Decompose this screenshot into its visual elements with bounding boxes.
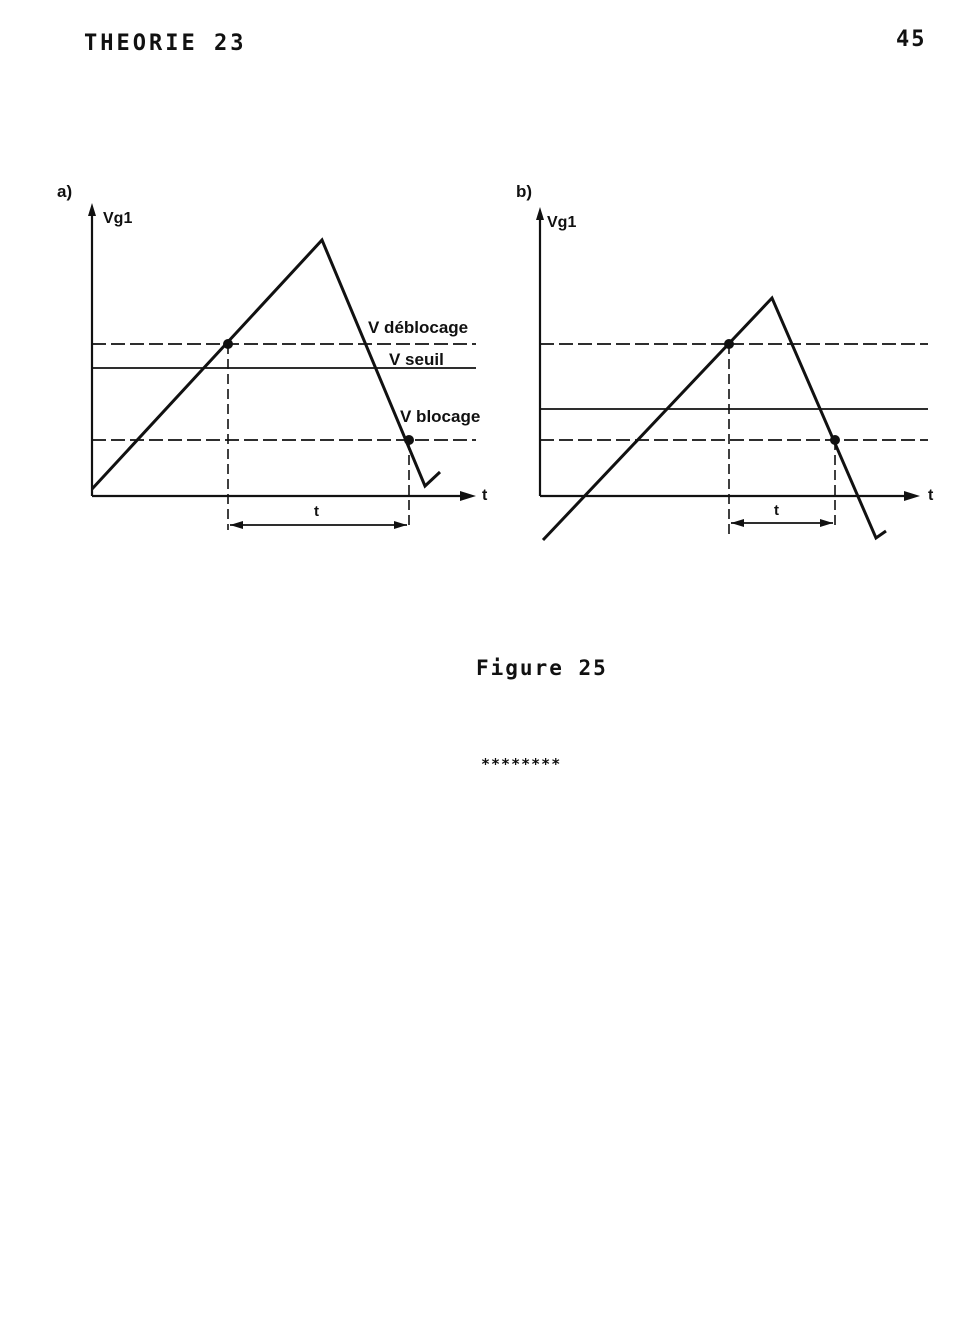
section-separator: ******** — [481, 755, 562, 773]
panel-a-interval-label: t — [314, 503, 319, 520]
panel-b-label: b) — [516, 182, 533, 201]
panel-b-x-axis-label: t — [928, 487, 934, 504]
panel-b-interval-label: t — [774, 502, 779, 519]
panel-a-interval-left-arrow — [230, 521, 243, 529]
panel-a-interval-right-arrow — [394, 521, 407, 529]
panel-b-interval-left-arrow — [731, 519, 744, 527]
panel-a-threshold-label: V seuil — [389, 350, 444, 369]
panel-a-blocking-label: V blocage — [400, 407, 481, 426]
panel-b-y-axis-label: Vg1 — [547, 214, 577, 231]
panel-a-y-axis-label: Vg1 — [103, 210, 133, 227]
panel-a-x-axis-arrow — [460, 491, 476, 501]
panel-a-unblocking-label: V déblocage — [368, 318, 469, 337]
panel-a — [57, 182, 488, 530]
figure-25 — [0, 0, 970, 620]
section-title: THEORIE 23 — [84, 31, 247, 56]
panel-b-x-axis-arrow — [904, 491, 920, 501]
page-number: 45 — [896, 27, 927, 52]
panel-b-y-axis-arrow — [536, 207, 544, 220]
panel-a-x-axis-label: t — [482, 487, 488, 504]
figure-caption: Figure 25 — [476, 656, 608, 680]
panel-a-y-axis-arrow — [88, 203, 96, 216]
panel-b — [516, 182, 934, 540]
panel-b-interval-right-arrow — [820, 519, 833, 527]
panel-a-label: a) — [57, 182, 73, 201]
panel-a-voltage-waveform — [92, 240, 440, 489]
